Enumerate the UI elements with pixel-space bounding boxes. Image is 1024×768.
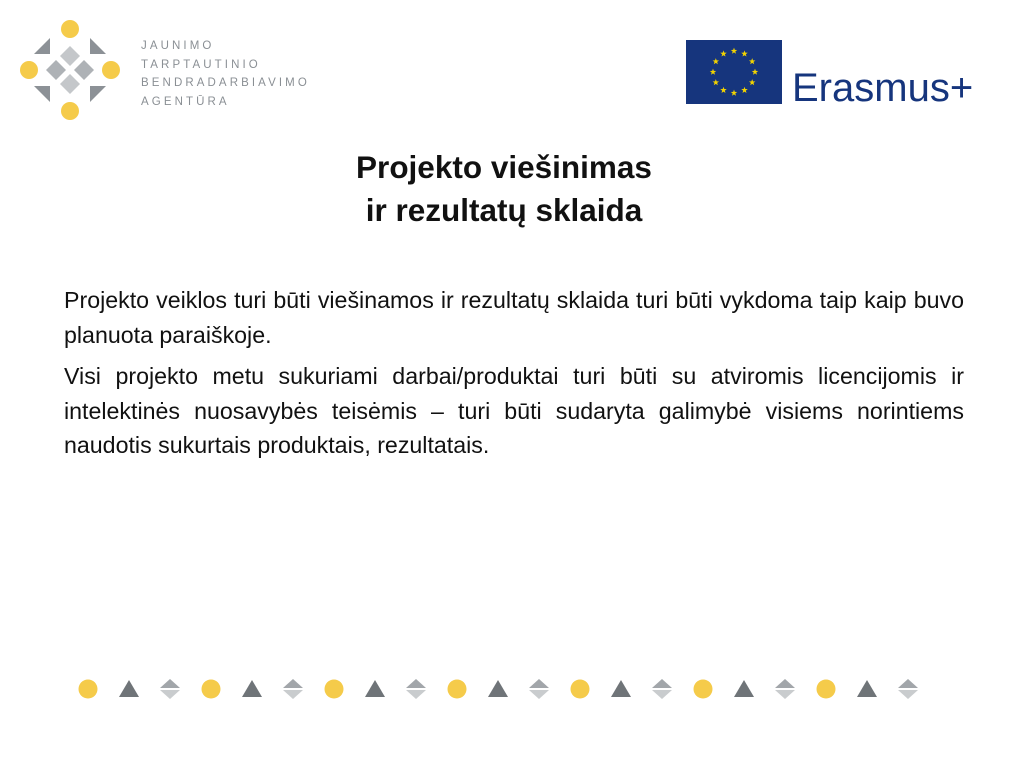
- yellow-circle-icon: [571, 680, 590, 699]
- gray-triangle-icon: [365, 680, 385, 697]
- erasmus-wordmark: Erasmus+: [792, 66, 974, 110]
- agency-name: [141, 37, 310, 111]
- gray-diamond-icon: [529, 679, 549, 699]
- agency-logo-icon: [18, 18, 124, 124]
- slide-title-line: Projekto viešinimas: [356, 149, 652, 185]
- eu-flag-icon: [686, 40, 782, 104]
- agency-name-line: JAUNIMO: [141, 40, 215, 52]
- gray-triangle-icon: [488, 680, 508, 697]
- decorative-shape-row: [78, 676, 928, 702]
- yellow-circle-icon: [79, 680, 98, 699]
- body-paragraph: Visi projekto metu sukuriami darbai/produktai turi būti su atviromis licencijomis ir intelektinės nuosavybės teisėmis – turi būti sudaryta galimybė visiems norintiems naudotis sukurtais produktais, rezultatais.: [64, 363, 964, 458]
- yellow-circle-icon: [694, 680, 713, 699]
- gray-diamond-icon: [775, 679, 795, 699]
- gray-diamond-icon: [160, 679, 180, 699]
- gray-triangle-icon: [857, 680, 877, 697]
- agency-name-line: AGENTŪRA: [141, 95, 230, 108]
- agency-name-line: BENDRADARBIAVIMO: [141, 77, 310, 89]
- gray-diamond-icon: [283, 679, 303, 699]
- yellow-circle-icon: [325, 680, 344, 699]
- yellow-circle-icon: [817, 680, 836, 699]
- gray-triangle-icon: [611, 680, 631, 697]
- yellow-circle-icon: [448, 680, 467, 699]
- agency-name-line: TARPTAUTINIO: [141, 58, 261, 71]
- gray-triangle-icon: [119, 680, 139, 697]
- gray-diamond-icon: [406, 679, 426, 699]
- gray-diamond-icon: [652, 679, 672, 699]
- slide-title: [0, 146, 1008, 232]
- body-paragraph: Projekto veiklos turi būti viešinamos ir rezultatų sklaida turi būti vykdoma taip kaip buvo planuota paraiškoje.: [64, 287, 964, 348]
- yellow-circle-icon: [202, 680, 221, 699]
- body-text: [64, 283, 964, 470]
- gray-diamond-icon: [898, 679, 918, 699]
- slide-title-line: ir rezultatų sklaida: [365, 192, 643, 228]
- gray-triangle-icon: [734, 680, 754, 697]
- gray-triangle-icon: [242, 680, 262, 697]
